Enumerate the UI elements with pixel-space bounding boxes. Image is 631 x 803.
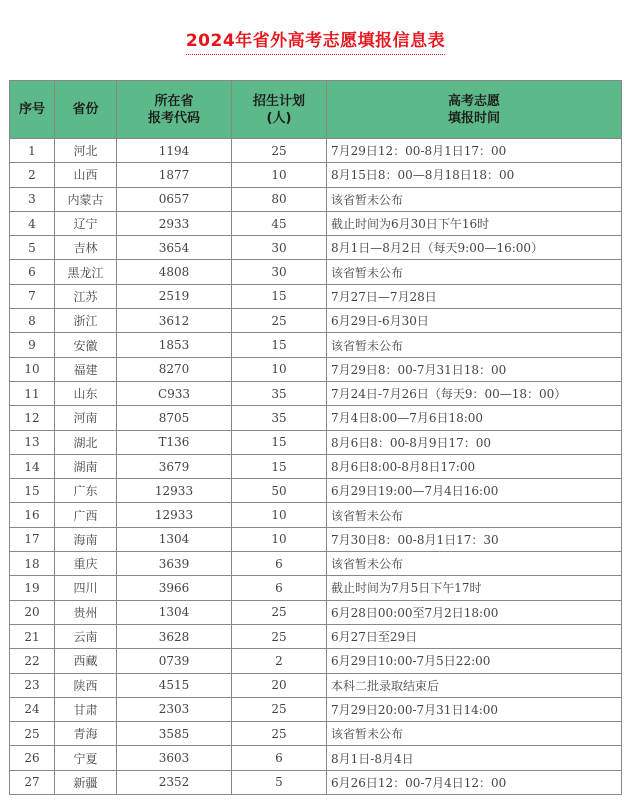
- cell-code: 1194: [117, 139, 232, 163]
- cell-time: 8月1日—8月2日（每天9:00—16:00）: [327, 236, 622, 260]
- cell-seq: 21: [10, 624, 55, 648]
- table-row: [10, 746, 622, 770]
- cell-code: 8270: [117, 357, 232, 381]
- cell-province: 江苏: [55, 284, 117, 308]
- cell-seq: 24: [10, 697, 55, 721]
- cell-code: 1853: [117, 333, 232, 357]
- cell-time: 截止时间为7月5日下午17时: [327, 576, 622, 600]
- table-row: [10, 527, 622, 551]
- cell-quota: 25: [232, 600, 327, 624]
- cell-quota: 25: [232, 139, 327, 163]
- table-row: [10, 284, 622, 308]
- table-row: [10, 236, 622, 260]
- cell-time: 6月29日10:00-7月5日22:00: [327, 649, 622, 673]
- cell-province: 宁夏: [55, 746, 117, 770]
- cell-province: 湖北: [55, 430, 117, 454]
- cell-quota: 6: [232, 552, 327, 576]
- cell-time: 6月29日-6月30日: [327, 309, 622, 333]
- cell-quota: 10: [232, 503, 327, 527]
- cell-province: 广东: [55, 479, 117, 503]
- cell-province: 海南: [55, 527, 117, 551]
- cell-province: 广西: [55, 503, 117, 527]
- cell-code: 2933: [117, 211, 232, 235]
- table-row: [10, 163, 622, 187]
- cell-seq: 22: [10, 649, 55, 673]
- cell-time: 6月28日00:00至7月2日18:00: [327, 600, 622, 624]
- table-row: [10, 333, 622, 357]
- cell-quota: 80: [232, 187, 327, 211]
- table-row: [10, 430, 622, 454]
- cell-province: 内蒙古: [55, 187, 117, 211]
- info-table: [9, 80, 622, 795]
- cell-quota: 25: [232, 624, 327, 648]
- cell-quota: 2: [232, 649, 327, 673]
- cell-province: 浙江: [55, 309, 117, 333]
- cell-province: 新疆: [55, 770, 117, 794]
- cell-seq: 1: [10, 139, 55, 163]
- table-row: [10, 309, 622, 333]
- cell-seq: 20: [10, 600, 55, 624]
- cell-code: 2352: [117, 770, 232, 794]
- cell-quota: 35: [232, 381, 327, 405]
- cell-code: 3639: [117, 552, 232, 576]
- cell-code: 1877: [117, 163, 232, 187]
- cell-code: 2303: [117, 697, 232, 721]
- table-row: [10, 600, 622, 624]
- cell-province: 福建: [55, 357, 117, 381]
- cell-time: 8月6日8：00-8月9日17：00: [327, 430, 622, 454]
- cell-quota: 10: [232, 527, 327, 551]
- cell-province: 安徽: [55, 333, 117, 357]
- cell-time: 6月27日至29日: [327, 624, 622, 648]
- cell-time: 7月29日8：00-7月31日18：00: [327, 357, 622, 381]
- cell-time: 7月30日8：00-8月1日17：30: [327, 527, 622, 551]
- cell-code: 3966: [117, 576, 232, 600]
- cell-code: 3628: [117, 624, 232, 648]
- cell-seq: 12: [10, 406, 55, 430]
- cell-province: 黑龙江: [55, 260, 117, 284]
- table-row: [10, 260, 622, 284]
- cell-province: 重庆: [55, 552, 117, 576]
- cell-quota: 10: [232, 357, 327, 381]
- cell-code: 4808: [117, 260, 232, 284]
- cell-quota: 15: [232, 284, 327, 308]
- cell-quota: 20: [232, 673, 327, 697]
- cell-quota: 25: [232, 309, 327, 333]
- cell-quota: 6: [232, 576, 327, 600]
- cell-seq: 4: [10, 211, 55, 235]
- cell-seq: 23: [10, 673, 55, 697]
- cell-time: 该省暂未公布: [327, 503, 622, 527]
- cell-quota: 6: [232, 746, 327, 770]
- table-row: [10, 624, 622, 648]
- cell-seq: 11: [10, 381, 55, 405]
- cell-seq: 10: [10, 357, 55, 381]
- cell-time: 7月27日—7月28日: [327, 284, 622, 308]
- header-province: 省份: [55, 81, 117, 139]
- cell-time: 该省暂未公布: [327, 552, 622, 576]
- cell-time: 7月29日12：00-8月1日17：00: [327, 139, 622, 163]
- cell-time: 6月26日12：00-7月4日12：00: [327, 770, 622, 794]
- cell-time: 该省暂未公布: [327, 260, 622, 284]
- cell-time: 7月29日20:00-7月31日14:00: [327, 697, 622, 721]
- cell-code: C933: [117, 381, 232, 405]
- header-quota: 招生计划 (人): [232, 81, 327, 139]
- table-row: [10, 187, 622, 211]
- table-row: [10, 673, 622, 697]
- cell-code: 4515: [117, 673, 232, 697]
- cell-code: 1304: [117, 527, 232, 551]
- cell-seq: 26: [10, 746, 55, 770]
- cell-quota: 5: [232, 770, 327, 794]
- cell-province: 陕西: [55, 673, 117, 697]
- header-code: 所在省 报考代码: [117, 81, 232, 139]
- cell-code: 3612: [117, 309, 232, 333]
- cell-time: 截止时间为6月30日下午16时: [327, 211, 622, 235]
- cell-province: 辽宁: [55, 211, 117, 235]
- cell-seq: 27: [10, 770, 55, 794]
- table-row: [10, 406, 622, 430]
- cell-province: 吉林: [55, 236, 117, 260]
- cell-code: 8705: [117, 406, 232, 430]
- cell-code: 3679: [117, 454, 232, 478]
- cell-province: 河北: [55, 139, 117, 163]
- cell-seq: 6: [10, 260, 55, 284]
- cell-time: 该省暂未公布: [327, 722, 622, 746]
- table-row: [10, 479, 622, 503]
- cell-seq: 3: [10, 187, 55, 211]
- page-title: 2024年省外高考志愿填报信息表: [186, 26, 445, 55]
- header-seq: 序号: [10, 81, 55, 139]
- cell-seq: 14: [10, 454, 55, 478]
- cell-province: 甘肃: [55, 697, 117, 721]
- cell-seq: 16: [10, 503, 55, 527]
- cell-quota: 45: [232, 211, 327, 235]
- cell-province: 山西: [55, 163, 117, 187]
- table-row: [10, 770, 622, 794]
- cell-province: 青海: [55, 722, 117, 746]
- cell-quota: 50: [232, 479, 327, 503]
- cell-quota: 35: [232, 406, 327, 430]
- cell-quota: 10: [232, 163, 327, 187]
- cell-time: 8月1日-8月4日: [327, 746, 622, 770]
- cell-code: 0657: [117, 187, 232, 211]
- table-row: [10, 576, 622, 600]
- cell-quota: 25: [232, 697, 327, 721]
- cell-code: 12933: [117, 479, 232, 503]
- cell-seq: 13: [10, 430, 55, 454]
- cell-quota: 25: [232, 722, 327, 746]
- table-row: [10, 381, 622, 405]
- cell-province: 贵州: [55, 600, 117, 624]
- table-row: [10, 211, 622, 235]
- cell-time: 本科二批录取结束后: [327, 673, 622, 697]
- cell-seq: 15: [10, 479, 55, 503]
- table-row: [10, 357, 622, 381]
- cell-code: 12933: [117, 503, 232, 527]
- table-row: [10, 649, 622, 673]
- cell-code: 3654: [117, 236, 232, 260]
- cell-quota: 30: [232, 236, 327, 260]
- cell-time: 该省暂未公布: [327, 333, 622, 357]
- cell-code: 0739: [117, 649, 232, 673]
- header-time: 高考志愿 填报时间: [327, 81, 622, 139]
- cell-province: 西藏: [55, 649, 117, 673]
- cell-time: 8月15日8：00—8月18日18：00: [327, 163, 622, 187]
- cell-time: 该省暂未公布: [327, 187, 622, 211]
- cell-province: 湖南: [55, 454, 117, 478]
- cell-seq: 7: [10, 284, 55, 308]
- cell-quota: 15: [232, 454, 327, 478]
- cell-time: 8月6日8:00-8月8日17:00: [327, 454, 622, 478]
- table-row: [10, 503, 622, 527]
- table-row: [10, 552, 622, 576]
- cell-seq: 9: [10, 333, 55, 357]
- cell-code: 2519: [117, 284, 232, 308]
- cell-seq: 5: [10, 236, 55, 260]
- cell-province: 四川: [55, 576, 117, 600]
- cell-time: 7月4日8:00—7月6日18:00: [327, 406, 622, 430]
- cell-seq: 25: [10, 722, 55, 746]
- cell-seq: 2: [10, 163, 55, 187]
- cell-time: 6月29日19:00—7月4日16:00: [327, 479, 622, 503]
- table-row: [10, 139, 622, 163]
- cell-seq: 8: [10, 309, 55, 333]
- table-header-row: [10, 81, 622, 139]
- table-row: [10, 454, 622, 478]
- cell-code: T136: [117, 430, 232, 454]
- cell-province: 河南: [55, 406, 117, 430]
- cell-province: 云南: [55, 624, 117, 648]
- cell-quota: 15: [232, 430, 327, 454]
- cell-time: 7月24日-7月26日（每天9：00—18：00）: [327, 381, 622, 405]
- table-row: [10, 722, 622, 746]
- cell-seq: 17: [10, 527, 55, 551]
- cell-quota: 15: [232, 333, 327, 357]
- cell-quota: 30: [232, 260, 327, 284]
- cell-code: 1304: [117, 600, 232, 624]
- cell-code: 3585: [117, 722, 232, 746]
- cell-seq: 18: [10, 552, 55, 576]
- cell-seq: 19: [10, 576, 55, 600]
- cell-province: 山东: [55, 381, 117, 405]
- table-row: [10, 697, 622, 721]
- cell-code: 3603: [117, 746, 232, 770]
